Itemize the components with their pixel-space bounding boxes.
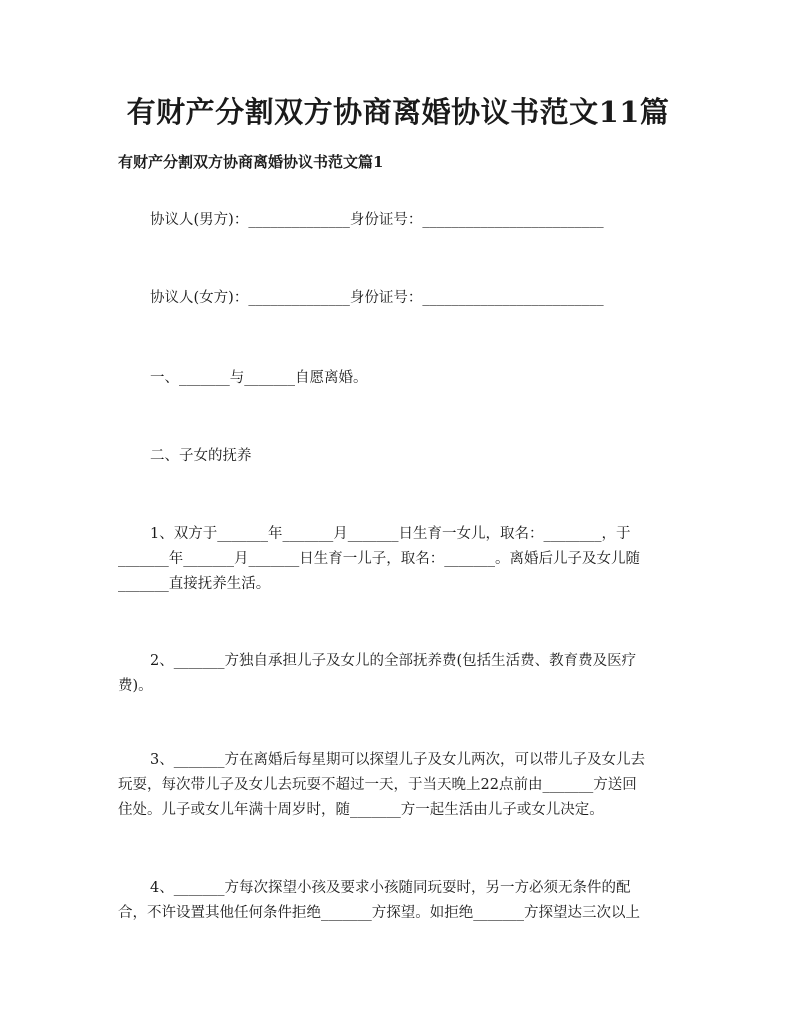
clause-one: 一、_______与_______自愿离婚。	[150, 370, 368, 386]
item-4-line-1: 4、_______方每次探望小孩及要求小孩随同玩耍时，另一方必须无条件的配	[150, 880, 631, 896]
party-female-line: 协议人(女方)：______________身份证号：_________________________	[150, 290, 604, 306]
item-3-line-2: 玩耍，每次带儿子及女儿去玩耍不超过一天，于当天晚上22点前由_______方送回	[118, 777, 637, 793]
item-4-line-2: 合，不许设置其他任何条件拒绝_______方探望。如拒绝_______方探望达三次以上	[118, 905, 640, 921]
item-1-line-3: _______直接抚养生活。	[118, 576, 271, 592]
clause-two-heading: 二、子女的抚养	[150, 448, 252, 464]
party-male-line: 协议人(男方)：______________身份证号：_________________________	[150, 212, 604, 228]
document-title: 有财产分割双方协商离婚协议书范文11篇	[126, 95, 670, 129]
item-3-line-3: 住处。儿子或女儿年满十周岁时，随_______方一起生活由儿子或女儿决定。	[118, 802, 604, 818]
section-subtitle: 有财产分割双方协商离婚协议书范文篇1	[118, 153, 384, 171]
item-2-line-1: 2、_______方独自承担儿子及女儿的全部抚养费(包括生活费、教育费及医疗	[150, 653, 637, 669]
item-1-line-1: 1、双方于_______年_______月_______日生育一女儿，取名：________，于	[150, 526, 631, 542]
item-3-line-1: 3、_______方在离婚后每星期可以探望儿子及女儿两次，可以带儿子及女儿去	[150, 752, 645, 768]
item-2-line-2: 费)。	[118, 678, 153, 694]
item-1-line-2: _______年_______月_______日生育一儿子，取名：_______。离婚后儿子及女儿随	[118, 551, 640, 567]
